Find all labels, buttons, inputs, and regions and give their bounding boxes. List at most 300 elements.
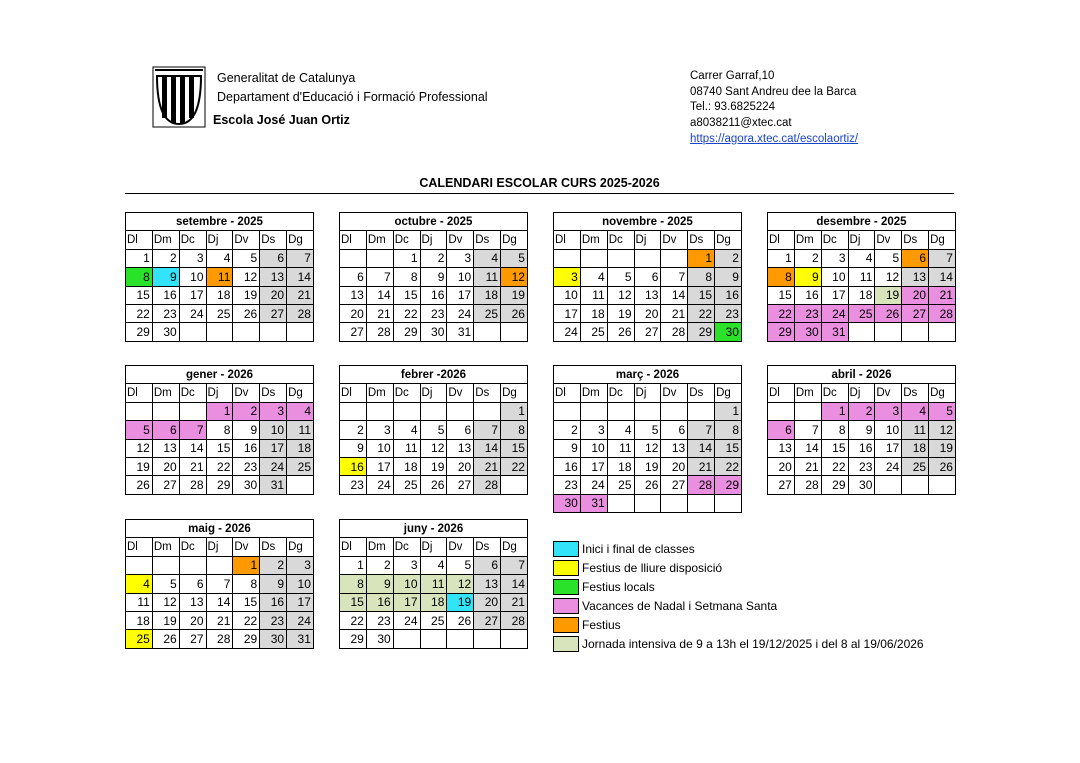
- day-cell: 1: [688, 249, 715, 267]
- day-cell: 6: [661, 421, 688, 439]
- day-cell: 23: [260, 611, 287, 629]
- day-cell: 6: [447, 421, 474, 439]
- day-cell: 5: [233, 249, 260, 267]
- empty-cell: [420, 402, 447, 420]
- day-cell: 4: [287, 402, 314, 420]
- day-cell: 26: [607, 323, 634, 341]
- day-cell: 8: [688, 268, 715, 286]
- day-cell: 7: [688, 421, 715, 439]
- day-cell: 18: [126, 611, 153, 629]
- day-cell: 7: [474, 421, 501, 439]
- day-cell: 13: [179, 593, 206, 611]
- day-cell: 13: [768, 439, 795, 457]
- day-cell: 29: [393, 323, 420, 341]
- day-cell: 26: [634, 476, 661, 494]
- weekday-header: Dl: [126, 384, 153, 402]
- day-cell: 25: [420, 611, 447, 629]
- day-cell: 29: [821, 476, 848, 494]
- weekday-header: Dv: [875, 231, 902, 249]
- month-calendar: [339, 365, 528, 495]
- month-name: març - 2026: [554, 366, 742, 384]
- day-cell: 1: [393, 249, 420, 267]
- weekday-header: Dl: [554, 231, 581, 249]
- weekday-header: Ds: [260, 231, 287, 249]
- day-cell: 2: [366, 556, 393, 574]
- day-cell: 22: [688, 304, 715, 322]
- day-cell: 26: [126, 476, 153, 494]
- title-rule: [125, 193, 954, 194]
- day-cell: 3: [875, 402, 902, 420]
- day-cell: 25: [287, 457, 314, 475]
- legend-item: [553, 615, 924, 634]
- day-cell: 14: [474, 439, 501, 457]
- day-cell: 5: [152, 575, 179, 593]
- day-cell: 24: [260, 457, 287, 475]
- legend-item: [553, 596, 924, 615]
- legend-label: Vacances de Nadal i Setmana Santa: [582, 598, 778, 613]
- day-cell: 11: [420, 575, 447, 593]
- day-cell: 16: [152, 286, 179, 304]
- day-cell: 15: [340, 593, 367, 611]
- day-cell: 17: [393, 593, 420, 611]
- day-cell: 29: [340, 630, 367, 648]
- weekday-header: Dj: [634, 231, 661, 249]
- month-name: juny - 2026: [340, 520, 528, 538]
- day-cell: 19: [501, 286, 528, 304]
- day-cell: 31: [821, 323, 848, 341]
- day-cell: 17: [821, 286, 848, 304]
- day-cell: 11: [607, 439, 634, 457]
- day-cell: 13: [340, 286, 367, 304]
- day-cell: 9: [420, 268, 447, 286]
- day-cell: 1: [501, 402, 528, 420]
- day-cell: 10: [875, 421, 902, 439]
- day-cell: 30: [420, 323, 447, 341]
- day-cell: 5: [420, 421, 447, 439]
- day-cell: 14: [661, 286, 688, 304]
- day-cell: 26: [447, 611, 474, 629]
- day-cell: 1: [340, 556, 367, 574]
- weekday-header: Dv: [875, 384, 902, 402]
- empty-cell: [902, 476, 929, 494]
- day-cell: 6: [634, 268, 661, 286]
- month-calendar: [767, 212, 956, 342]
- weekday-header: Dl: [768, 231, 795, 249]
- day-cell: 27: [661, 476, 688, 494]
- day-cell: 1: [715, 402, 742, 420]
- empty-cell: [447, 630, 474, 648]
- empty-cell: [634, 494, 661, 512]
- day-cell: 25: [206, 304, 233, 322]
- day-cell: 7: [179, 421, 206, 439]
- empty-cell: [179, 402, 206, 420]
- day-cell: 17: [554, 304, 581, 322]
- weekday-header: Dc: [179, 231, 206, 249]
- day-cell: 22: [715, 457, 742, 475]
- website-link[interactable]: https://agora.xtec.cat/escolaortiz/: [690, 132, 859, 145]
- weekday-header: Dg: [929, 231, 956, 249]
- weekday-header: Dj: [420, 231, 447, 249]
- day-cell: 29: [233, 630, 260, 648]
- weekday-header: Dg: [501, 384, 528, 402]
- weekday-header: Dc: [179, 538, 206, 556]
- empty-cell: [287, 476, 314, 494]
- weekday-header: Dj: [848, 384, 875, 402]
- day-cell: 15: [206, 439, 233, 457]
- weekday-header: Dm: [366, 384, 393, 402]
- day-cell: 4: [902, 402, 929, 420]
- day-cell: 17: [580, 457, 607, 475]
- day-cell: 21: [287, 286, 314, 304]
- day-cell: 30: [366, 630, 393, 648]
- empty-cell: [580, 402, 607, 420]
- day-cell: 2: [260, 556, 287, 574]
- weekday-header: Dc: [821, 231, 848, 249]
- day-cell: 17: [447, 286, 474, 304]
- day-cell: 14: [366, 286, 393, 304]
- day-cell: 27: [768, 476, 795, 494]
- day-cell: 23: [152, 304, 179, 322]
- weekday-header: Dm: [152, 538, 179, 556]
- weekday-header: Dm: [580, 384, 607, 402]
- day-cell: 15: [821, 439, 848, 457]
- empty-cell: [875, 323, 902, 341]
- empty-cell: [607, 402, 634, 420]
- day-cell: 29: [715, 476, 742, 494]
- weekday-header: Dc: [821, 384, 848, 402]
- day-cell: 7: [287, 249, 314, 267]
- day-cell: 17: [287, 593, 314, 611]
- legend-item: [553, 558, 924, 577]
- day-cell: 6: [902, 249, 929, 267]
- month-calendar: [553, 212, 742, 342]
- day-cell: 17: [260, 439, 287, 457]
- day-cell: 3: [260, 402, 287, 420]
- legend-swatch: [553, 598, 579, 614]
- day-cell: 14: [206, 593, 233, 611]
- day-cell: 27: [474, 611, 501, 629]
- day-cell: 2: [794, 249, 821, 267]
- empty-cell: [688, 494, 715, 512]
- day-cell: 23: [233, 457, 260, 475]
- weekday-header: Dj: [206, 538, 233, 556]
- empty-cell: [206, 323, 233, 341]
- day-cell: 18: [580, 304, 607, 322]
- day-cell: 8: [393, 268, 420, 286]
- month-calendar: [125, 365, 314, 495]
- day-cell: 23: [794, 304, 821, 322]
- day-cell: 27: [340, 323, 367, 341]
- weekday-header: Ds: [474, 538, 501, 556]
- day-cell: 12: [501, 268, 528, 286]
- weekday-header: Dg: [287, 231, 314, 249]
- generalitat-logo: [152, 66, 206, 128]
- month-name: abril - 2026: [768, 366, 956, 384]
- day-cell: 30: [715, 323, 742, 341]
- day-cell: 25: [902, 457, 929, 475]
- weekday-header: Dg: [929, 384, 956, 402]
- empty-cell: [260, 323, 287, 341]
- day-cell: 3: [554, 268, 581, 286]
- empty-cell: [179, 556, 206, 574]
- day-cell: 9: [260, 575, 287, 593]
- day-cell: 15: [688, 286, 715, 304]
- day-cell: 11: [848, 268, 875, 286]
- day-cell: 10: [260, 421, 287, 439]
- day-cell: 14: [929, 268, 956, 286]
- weekday-header: Ds: [688, 231, 715, 249]
- day-cell: 24: [875, 457, 902, 475]
- day-cell: 26: [501, 304, 528, 322]
- weekday-header: Dv: [233, 538, 260, 556]
- day-cell: 24: [179, 304, 206, 322]
- day-cell: 28: [661, 323, 688, 341]
- page-title: CALENDARI ESCOLAR CURS 2025-2026: [419, 176, 660, 190]
- day-cell: 7: [206, 575, 233, 593]
- day-cell: 23: [554, 476, 581, 494]
- day-cell: 31: [447, 323, 474, 341]
- weekday-header: Dg: [501, 538, 528, 556]
- day-cell: 18: [420, 593, 447, 611]
- day-cell: 14: [287, 268, 314, 286]
- weekday-header: Ds: [260, 538, 287, 556]
- empty-cell: [607, 494, 634, 512]
- organization-name: Generalitat de Catalunya: [217, 71, 356, 85]
- empty-cell: [607, 249, 634, 267]
- day-cell: 19: [634, 457, 661, 475]
- day-cell: 15: [233, 593, 260, 611]
- weekday-header: Dm: [366, 231, 393, 249]
- day-cell: 19: [929, 439, 956, 457]
- day-cell: 11: [287, 421, 314, 439]
- day-cell: 13: [634, 286, 661, 304]
- email: a8038211@xtec.cat: [690, 117, 792, 130]
- empty-cell: [340, 249, 367, 267]
- day-cell: 5: [447, 556, 474, 574]
- day-cell: 13: [447, 439, 474, 457]
- empty-cell: [474, 630, 501, 648]
- empty-cell: [420, 630, 447, 648]
- day-cell: 11: [126, 593, 153, 611]
- day-cell: 26: [420, 476, 447, 494]
- day-cell: 13: [661, 439, 688, 457]
- weekday-header: Dg: [287, 384, 314, 402]
- month-name: setembre - 2025: [126, 213, 314, 231]
- month-name: gener - 2026: [126, 366, 314, 384]
- day-cell: 30: [260, 630, 287, 648]
- day-cell: 28: [688, 476, 715, 494]
- day-cell: 9: [340, 439, 367, 457]
- day-cell: 11: [902, 421, 929, 439]
- day-cell: 2: [848, 402, 875, 420]
- weekday-header: Dg: [501, 231, 528, 249]
- day-cell: 3: [366, 421, 393, 439]
- day-cell: 12: [634, 439, 661, 457]
- empty-cell: [152, 556, 179, 574]
- weekday-header: Dl: [768, 384, 795, 402]
- day-cell: 9: [848, 421, 875, 439]
- day-cell: 12: [126, 439, 153, 457]
- weekday-header: Dj: [420, 538, 447, 556]
- day-cell: 31: [260, 476, 287, 494]
- address-line-2: 08740 Sant Andreu dee la Barca: [690, 85, 857, 98]
- weekday-header: Dg: [287, 538, 314, 556]
- day-cell: 19: [420, 457, 447, 475]
- day-cell: 16: [260, 593, 287, 611]
- empty-cell: [929, 476, 956, 494]
- day-cell: 14: [794, 439, 821, 457]
- day-cell: 2: [420, 249, 447, 267]
- month-calendar: [339, 212, 528, 342]
- empty-cell: [501, 630, 528, 648]
- day-cell: 19: [875, 286, 902, 304]
- weekday-header: Ds: [902, 231, 929, 249]
- empty-cell: [875, 476, 902, 494]
- month-name: maig - 2026: [126, 520, 314, 538]
- day-cell: 26: [929, 457, 956, 475]
- day-cell: 4: [126, 575, 153, 593]
- day-cell: 3: [287, 556, 314, 574]
- day-cell: 8: [126, 268, 153, 286]
- weekday-header: Ds: [902, 384, 929, 402]
- day-cell: 12: [929, 421, 956, 439]
- day-cell: 17: [366, 457, 393, 475]
- day-cell: 31: [580, 494, 607, 512]
- day-cell: 2: [715, 249, 742, 267]
- weekday-header: Dg: [715, 384, 742, 402]
- day-cell: 3: [580, 421, 607, 439]
- day-cell: 25: [607, 476, 634, 494]
- empty-cell: [929, 323, 956, 341]
- day-cell: 5: [501, 249, 528, 267]
- day-cell: 25: [580, 323, 607, 341]
- day-cell: 30: [794, 323, 821, 341]
- day-cell: 3: [447, 249, 474, 267]
- day-cell: 6: [340, 268, 367, 286]
- day-cell: 3: [179, 249, 206, 267]
- day-cell: 18: [287, 439, 314, 457]
- day-cell: 12: [420, 439, 447, 457]
- weekday-header: Dm: [152, 384, 179, 402]
- weekday-header: Dv: [233, 384, 260, 402]
- day-cell: 10: [821, 268, 848, 286]
- address-line-1: Carrer Garraf,10: [690, 70, 775, 82]
- day-cell: 9: [366, 575, 393, 593]
- day-cell: 23: [420, 304, 447, 322]
- day-cell: 8: [501, 421, 528, 439]
- day-cell: 24: [821, 304, 848, 322]
- day-cell: 4: [580, 268, 607, 286]
- day-cell: 18: [393, 457, 420, 475]
- day-cell: 6: [474, 556, 501, 574]
- day-cell: 19: [152, 611, 179, 629]
- legend-label: Jornada intensiva de 9 a 13h el 19/12/2025 i del 8 al 19/06/2026: [582, 636, 924, 651]
- day-cell: 10: [554, 286, 581, 304]
- day-cell: 22: [393, 304, 420, 322]
- day-cell: 12: [607, 286, 634, 304]
- empty-cell: [794, 402, 821, 420]
- day-cell: 24: [393, 611, 420, 629]
- day-cell: 22: [821, 457, 848, 475]
- weekday-header: Ds: [260, 384, 287, 402]
- weekday-header: Dc: [607, 231, 634, 249]
- day-cell: 18: [902, 439, 929, 457]
- day-cell: 12: [447, 575, 474, 593]
- day-cell: 20: [634, 304, 661, 322]
- day-cell: 22: [340, 611, 367, 629]
- weekday-header: Dv: [447, 384, 474, 402]
- day-cell: 3: [393, 556, 420, 574]
- day-cell: 27: [260, 304, 287, 322]
- weekday-header: Dm: [580, 231, 607, 249]
- day-cell: 24: [580, 476, 607, 494]
- day-cell: 13: [902, 268, 929, 286]
- day-cell: 28: [501, 611, 528, 629]
- empty-cell: [474, 323, 501, 341]
- weekday-header: Dl: [554, 384, 581, 402]
- weekday-header: Dm: [152, 231, 179, 249]
- day-cell: 20: [179, 611, 206, 629]
- day-cell: 4: [607, 421, 634, 439]
- day-cell: 19: [607, 304, 634, 322]
- day-cell: 29: [126, 323, 153, 341]
- weekday-header: Dv: [447, 231, 474, 249]
- day-cell: 20: [902, 286, 929, 304]
- weekday-header: Dc: [393, 384, 420, 402]
- day-cell: 10: [580, 439, 607, 457]
- day-cell: 14: [179, 439, 206, 457]
- legend-swatch: [553, 560, 579, 576]
- day-cell: 16: [366, 593, 393, 611]
- day-cell: 7: [366, 268, 393, 286]
- day-cell: 17: [875, 439, 902, 457]
- day-cell: 19: [233, 286, 260, 304]
- day-cell: 14: [688, 439, 715, 457]
- empty-cell: [661, 402, 688, 420]
- day-cell: 9: [794, 268, 821, 286]
- empty-cell: [366, 402, 393, 420]
- empty-cell: [126, 402, 153, 420]
- day-cell: 2: [152, 249, 179, 267]
- month-name: octubre - 2025: [340, 213, 528, 231]
- day-cell: 16: [848, 439, 875, 457]
- day-cell: 20: [474, 593, 501, 611]
- day-cell: 7: [661, 268, 688, 286]
- weekday-header: Dj: [848, 231, 875, 249]
- empty-cell: [474, 402, 501, 420]
- weekday-header: Dj: [634, 384, 661, 402]
- day-cell: 30: [152, 323, 179, 341]
- day-cell: 10: [287, 575, 314, 593]
- day-cell: 24: [447, 304, 474, 322]
- empty-cell: [688, 402, 715, 420]
- day-cell: 6: [768, 421, 795, 439]
- legend-label: Inici i final de classes: [582, 541, 695, 556]
- day-cell: 24: [287, 611, 314, 629]
- day-cell: 6: [260, 249, 287, 267]
- school-name: Escola José Juan Ortiz: [213, 113, 350, 127]
- day-cell: 15: [501, 439, 528, 457]
- day-cell: 28: [474, 476, 501, 494]
- day-cell: 29: [206, 476, 233, 494]
- weekday-header: Ds: [474, 384, 501, 402]
- weekday-header: Dg: [715, 231, 742, 249]
- day-cell: 27: [447, 476, 474, 494]
- empty-cell: [634, 402, 661, 420]
- day-cell: 12: [233, 268, 260, 286]
- month-calendar: [125, 212, 314, 342]
- day-cell: 27: [902, 304, 929, 322]
